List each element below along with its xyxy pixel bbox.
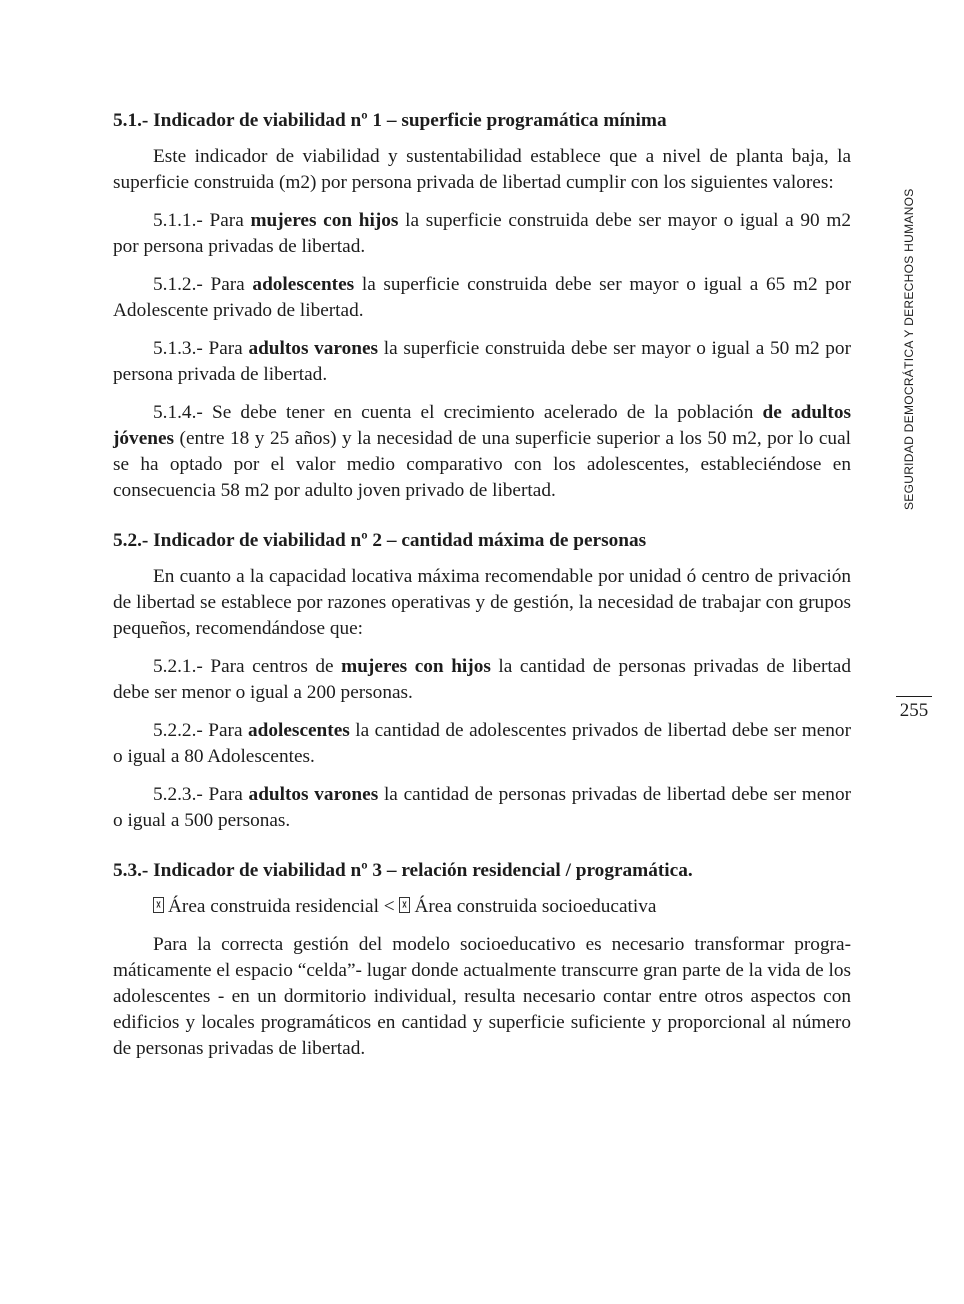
item-text: 5.2.3.- Para: [153, 784, 249, 805]
item-text: la superficie construida debe ser mayor o igual a 65 m2 por Adolescente privado de libertad.: [113, 274, 851, 321]
item-text: 5.1.4.- Se debe tener en cuenta el crecimiento acelerado de la población: [153, 402, 763, 423]
item-emphasis: de adultos jóvenes: [113, 402, 851, 449]
list-item: [113, 272, 851, 324]
item-text: la cantidad de personas privadas de libertad debe ser menor o igual a 500 personas.: [113, 784, 852, 831]
list-item: [113, 718, 851, 770]
item-text: la superficie construida debe ser mayor o igual a 50 m2 por persona privada de libertad.: [113, 338, 851, 385]
item-emphasis: mujeres con hijos: [341, 656, 491, 677]
formula-left: Área construida residencial <: [168, 896, 395, 917]
list-item: [113, 782, 851, 834]
item-text: 5.1.3.- Para: [153, 338, 249, 359]
page-number: 255: [896, 696, 932, 722]
item-emphasis: mujeres con hijos: [250, 210, 399, 231]
item-text: la cantidad de personas privadas de libertad debe ser menor o igual a 200 personas.: [113, 656, 851, 703]
paragraph: Este indicador de viabilidad y sustentabilidad establece que a nivel de planta baja, la superficie construida (m2) por persona privada de libertad cumplir con los siguientes valores:: [113, 146, 851, 193]
item-text: 5.2.1.- Para centros de: [153, 656, 342, 677]
item-text: 5.2.2.- Para: [153, 720, 249, 741]
list-item: [113, 336, 851, 388]
section-5-1: [113, 108, 851, 504]
item-text: la cantidad de adolescentes privados de libertad debe ser menor o igual a 80 Adolescentes.: [113, 720, 851, 767]
formula-line: [113, 894, 851, 920]
paragraph: En cuanto a la capacidad locativa máxima recomendable por unidad ó centro de privación de libertad se establece por razones operativas y de gestión, la necesidad de trabajar con grupos pequeños, recomendándose que:: [113, 566, 851, 639]
item-text: (entre 18 y 25 años) y la necesidad de una superficie superior a los 50 m2, por lo cual se ha optado por el valor medio comparativo con los adolescentes, estableciéndose en consecuencia 58 m2 por adulto joven privado de libertad.: [113, 428, 851, 501]
paragraph: Para la correcta gestión del modelo socioeducativo es necesario transformar programáticamente el espacio “celda”- lugar donde actualmente transcurre gran parte de la vida de los adolescentes - en un dormitorio individual, resulta necesario contar entre otros aspectos con edificios y locales programáticos en cantidad y superficie suficiente y proporcional al número de personas privadas de libertad.: [113, 934, 851, 1059]
item-text: la superficie construida debe ser mayor o igual a 90 m2 por persona privadas de libertad.: [113, 210, 851, 257]
section-heading: 5.2.- Indicador de viabilidad nº 2 – cantidad máxima de personas: [113, 530, 647, 551]
item-emphasis: adultos varones: [248, 784, 379, 805]
page-body: [113, 108, 851, 1086]
section-5-2: [113, 528, 851, 834]
item-text: 5.1.2.- Para: [153, 274, 253, 295]
missing-glyph-icon: [399, 897, 410, 913]
list-item: [113, 654, 851, 706]
missing-glyph-icon: [153, 897, 164, 913]
running-title: SEGURIDAD DEMOCRÁTICA Y DERECHOS HUMANOS: [902, 188, 916, 510]
section-heading: 5.3.- Indicador de viabilidad nº 3 – relación residencial / programática.: [113, 860, 693, 881]
item-text: 5.1.1.- Para: [153, 210, 251, 231]
list-item: [113, 208, 851, 260]
formula-right: Área construida socioeducativa: [414, 896, 657, 917]
item-emphasis: adolescentes: [248, 720, 350, 741]
list-item: [113, 400, 851, 504]
item-emphasis: adultos varones: [248, 338, 379, 359]
section-5-3: [113, 858, 851, 1062]
section-heading: 5.1.- Indicador de viabilidad nº 1 – superficie programática mínima: [113, 110, 667, 131]
item-emphasis: adolescentes: [252, 274, 355, 295]
